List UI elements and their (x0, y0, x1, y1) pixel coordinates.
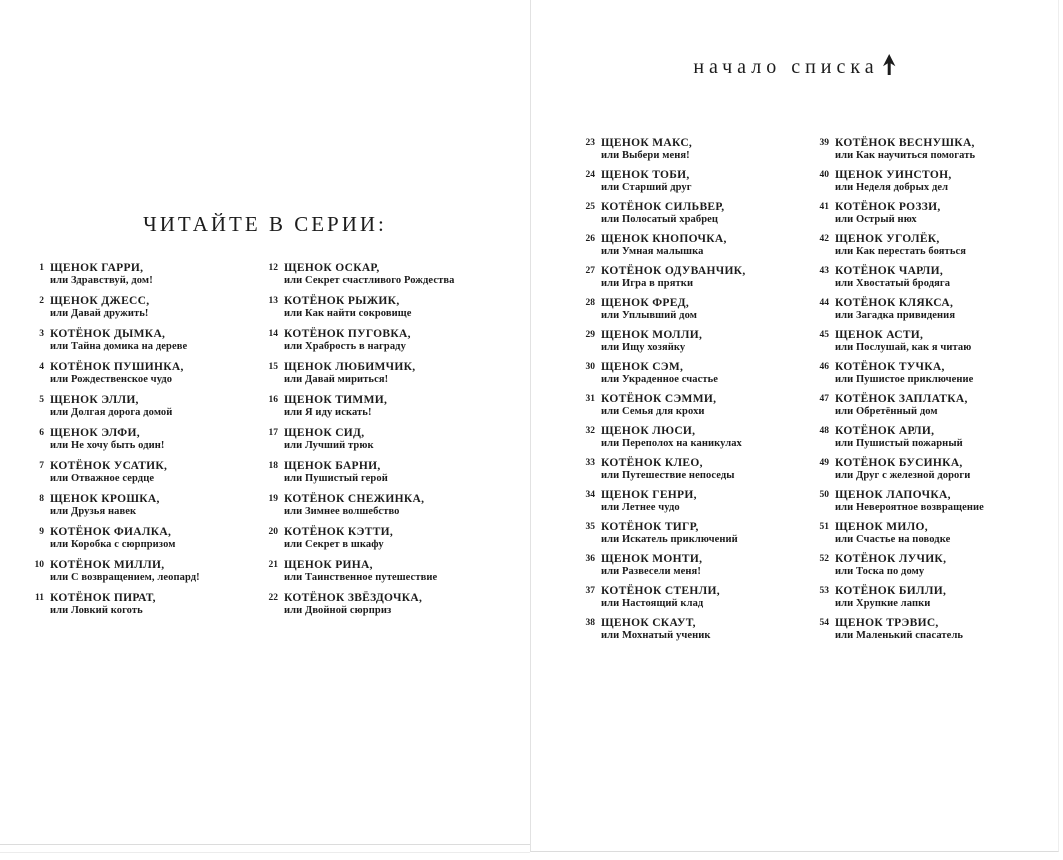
entry-subtitle: или Не хочу быть один! (50, 440, 165, 451)
entry-number: 48 (819, 426, 829, 436)
entry-subtitle: или Семья для крохи (601, 406, 705, 417)
entry-number: 31 (585, 394, 595, 404)
right-page-columns (531, 137, 1058, 649)
left-page-columns (0, 262, 530, 625)
entry-subtitle: или Выбери меня! (601, 150, 690, 161)
entry-subtitle: или Маленький спасатель (835, 630, 964, 641)
entry-text (835, 457, 1047, 482)
entry-number: 37 (585, 586, 595, 596)
series-entry (813, 329, 1047, 354)
entry-number: 36 (585, 554, 595, 564)
series-entry (813, 297, 1047, 322)
entry-subtitle: или Загадка привидения (835, 310, 956, 321)
entry-subtitle: или Лучший трюк (284, 440, 374, 451)
entry-title: КОТЁНОК ПУГОВКА, (284, 328, 411, 340)
entry-title: ЩЕНОК ТОБИ, (601, 169, 690, 181)
entry-title: КОТЁНОК АРЛИ, (835, 425, 935, 437)
entry-subtitle: или Храбрость в награду (284, 341, 406, 352)
entry-subtitle: или Летнее чудо (601, 502, 680, 513)
series-entry (813, 489, 1047, 514)
series-entry (579, 361, 813, 386)
entry-subtitle: или Украденное счастье (601, 374, 719, 385)
entry-number: 25 (585, 202, 595, 212)
entry-text (601, 585, 813, 610)
entry-subtitle: или Ищу хозяйку (601, 342, 686, 353)
entry-title: ЩЕНОК УИНСТОН, (835, 169, 952, 181)
entry-number: 30 (585, 362, 595, 372)
entry-subtitle: или Настоящий клад (601, 598, 704, 609)
entry-title: КОТЁНОК ПИРАТ, (50, 592, 156, 604)
entry-title: КОТЁНОК КЛЯКСА, (835, 297, 954, 309)
entry-subtitle: или Путешествие непоседы (601, 470, 735, 481)
entry-text (601, 169, 813, 194)
entry-text (835, 329, 1047, 354)
entry-title: ЩЕНОК ТРЭВИС, (835, 617, 939, 629)
entry-text (601, 361, 813, 386)
entry-number: 41 (819, 202, 829, 212)
entry-number: 19 (268, 494, 278, 504)
entry-text (284, 394, 496, 419)
entry-subtitle: или Развесели меня! (601, 566, 701, 577)
entry-text (50, 559, 262, 584)
entry-title: ЩЕНОК СИД, (284, 427, 365, 439)
entry-number: 34 (585, 490, 595, 500)
entry-title: ЩЕНОК ЛАПОЧКА, (835, 489, 951, 501)
series-entry (28, 493, 262, 518)
entry-text (284, 460, 496, 485)
series-entry (579, 329, 813, 354)
entry-subtitle: или Счастье на поводке (835, 534, 951, 545)
entry-title: КОТЁНОК ПУШИНКА, (50, 361, 184, 373)
entry-title: ЩЕНОК ТИММИ, (284, 394, 388, 406)
entry-text (50, 394, 262, 419)
entry-title: КОТЁНОК ДЫМКА, (50, 328, 166, 340)
entry-text (601, 617, 813, 642)
series-entry (579, 201, 813, 226)
entry-number: 12 (268, 263, 278, 273)
entry-text (284, 592, 496, 617)
entry-title: ЩЕНОК ЛЮСИ, (601, 425, 696, 437)
entry-text (284, 559, 496, 584)
entry-title: КОТЁНОК ЗВЁЗДОЧКА, (284, 592, 423, 604)
entry-title: КОТЁНОК ТИГР, (601, 521, 699, 533)
entry-title: КОТЁНОК БУСИНКА, (835, 457, 963, 469)
entry-number: 51 (819, 522, 829, 532)
entry-number: 18 (268, 461, 278, 471)
series-entry (813, 265, 1047, 290)
entry-text (284, 427, 496, 452)
entry-text (601, 457, 813, 482)
entry-subtitle: или Хвостатый бродяга (835, 278, 951, 289)
entry-title: КОТЁНОК СИЛЬВЕР, (601, 201, 725, 213)
series-title: ЧИТАЙТЕ В СЕРИИ: (143, 212, 387, 236)
entry-number: 27 (585, 266, 595, 276)
entry-title: ЩЕНОК ОСКАР, (284, 262, 380, 274)
entry-number: 4 (39, 362, 44, 372)
series-entry (28, 262, 262, 287)
entry-subtitle: или Коробка с сюрпризом (50, 539, 176, 550)
entry-text (601, 329, 813, 354)
series-entry (262, 328, 496, 353)
entry-number: 20 (268, 527, 278, 537)
entry-text (835, 297, 1047, 322)
entry-text (601, 265, 813, 290)
entry-number: 46 (819, 362, 829, 372)
entry-text (601, 201, 813, 226)
entry-title: ЩЕНОК ДЖЕСС, (50, 295, 150, 307)
entry-number: 1 (39, 263, 44, 273)
entry-subtitle: или Невероятное возвращение (835, 502, 984, 513)
series-entry (262, 592, 496, 617)
series-column-4 (813, 137, 1047, 649)
series-entry (28, 427, 262, 452)
entry-text (835, 617, 1047, 642)
entry-text (835, 425, 1047, 450)
entry-text (601, 297, 813, 322)
series-entry (262, 493, 496, 518)
series-column-1 (28, 262, 262, 625)
entry-text (835, 393, 1047, 418)
entry-subtitle: или Неделя добрых дел (835, 182, 949, 193)
entry-number: 21 (268, 560, 278, 570)
entry-number: 17 (268, 428, 278, 438)
entry-title: ЩЕНОК МОЛЛИ, (601, 329, 703, 341)
entry-subtitle: или Секрет в шкафу (284, 539, 384, 550)
series-entry (262, 361, 496, 386)
series-entry (28, 295, 262, 320)
series-entry (579, 137, 813, 162)
entry-number: 32 (585, 426, 595, 436)
entry-title: КОТЁНОК ФИАЛКА, (50, 526, 172, 538)
entry-number: 33 (585, 458, 595, 468)
series-entry (579, 457, 813, 482)
entry-subtitle: или Искатель приключений (601, 534, 738, 545)
entry-number: 44 (819, 298, 829, 308)
entry-title: КОТЁНОК РЫЖИК, (284, 295, 400, 307)
entry-text (835, 585, 1047, 610)
series-entry (262, 427, 496, 452)
entry-subtitle: или Как найти сокровище (284, 308, 412, 319)
entry-number: 10 (34, 560, 44, 570)
entry-subtitle: или Двойной сюрприз (284, 605, 392, 616)
series-entry (813, 617, 1047, 642)
entry-subtitle: или Отважное сердце (50, 473, 155, 484)
entry-title: ЩЕНОК МИЛО, (835, 521, 928, 533)
entry-number: 6 (39, 428, 44, 438)
series-entry (813, 553, 1047, 578)
entry-subtitle: или Ловкий коготь (50, 605, 143, 616)
series-entry (813, 425, 1047, 450)
entry-title: КОТЁНОК РОЗЗИ, (835, 201, 941, 213)
entry-text (50, 460, 262, 485)
series-entry (813, 457, 1047, 482)
entry-title: КОТЁНОК УСАТИК, (50, 460, 168, 472)
entry-text (835, 361, 1047, 386)
series-entry (579, 521, 813, 546)
series-entry (579, 233, 813, 258)
entry-title: ЩЕНОК СЭМ, (601, 361, 684, 373)
entry-subtitle: или Как научиться помогать (835, 150, 976, 161)
entry-text (50, 592, 262, 617)
entry-subtitle: или Здравствуй, дом! (50, 275, 153, 286)
entry-title: ЩЕНОК МАКС, (601, 137, 693, 149)
entry-number: 43 (819, 266, 829, 276)
entry-text (835, 137, 1047, 162)
entry-text (835, 201, 1047, 226)
entry-number: 40 (819, 170, 829, 180)
entry-number: 5 (39, 395, 44, 405)
entry-subtitle: или Друг с железной дороги (835, 470, 971, 481)
entry-subtitle: или Хрупкие лапки (835, 598, 931, 609)
entry-number: 45 (819, 330, 829, 340)
entry-number: 39 (819, 138, 829, 148)
entry-number: 29 (585, 330, 595, 340)
entry-subtitle: или Пушистый пожарный (835, 438, 963, 449)
series-entry (579, 393, 813, 418)
series-entry (579, 617, 813, 642)
entry-title: ЩЕНОК МОНТИ, (601, 553, 703, 565)
series-entry (28, 328, 262, 353)
entry-subtitle: или Тоска по дому (835, 566, 925, 577)
series-entry (262, 262, 496, 287)
entry-subtitle: или Рождественское чудо (50, 374, 173, 385)
entry-number: 47 (819, 394, 829, 404)
entry-number: 50 (819, 490, 829, 500)
entry-subtitle: или Как перестать бояться (835, 246, 967, 257)
entry-title: КОТЁНОК ВЕСНУШКА, (835, 137, 975, 149)
entry-text (284, 493, 496, 518)
entry-title: ЩЕНОК БАРНИ, (284, 460, 381, 472)
entry-text (284, 361, 496, 386)
entry-text (50, 328, 262, 353)
entry-subtitle: или Старший друг (601, 182, 692, 193)
entry-subtitle: или Полосатый храбрец (601, 214, 719, 225)
entry-text (835, 489, 1047, 514)
entry-title: ЩЕНОК ФРЕД, (601, 297, 690, 309)
entry-title: КОТЁНОК КЭТТИ, (284, 526, 394, 538)
right-page (530, 0, 1059, 852)
entry-title: ЩЕНОК КНОПОЧКА, (601, 233, 727, 245)
entry-subtitle: или Мохнатый ученик (601, 630, 711, 641)
entry-text (835, 233, 1047, 258)
entry-subtitle: или Давай мириться! (284, 374, 389, 385)
entry-text (601, 489, 813, 514)
entry-number: 22 (268, 593, 278, 603)
series-column-3 (579, 137, 813, 649)
entry-text (284, 328, 496, 353)
entry-title: КОТЁНОК ЗАПЛАТКА, (835, 393, 968, 405)
series-entry (813, 393, 1047, 418)
entry-number: 7 (39, 461, 44, 471)
entry-title: КОТЁНОК СТЕНЛИ, (601, 585, 720, 597)
entry-text (601, 553, 813, 578)
entry-text (601, 425, 813, 450)
entry-subtitle: или Послушай, как я читаю (835, 342, 972, 353)
entry-number: 24 (585, 170, 595, 180)
entry-title: КОТЁНОК СЭММИ, (601, 393, 717, 405)
series-entry (28, 526, 262, 551)
left-page (0, 0, 530, 845)
series-entry (579, 265, 813, 290)
series-entry (262, 295, 496, 320)
entry-number: 23 (585, 138, 595, 148)
series-entry (813, 201, 1047, 226)
list-start-label: начало списка (693, 56, 879, 78)
series-column-2 (262, 262, 496, 625)
entry-text (284, 526, 496, 551)
series-entry (28, 394, 262, 419)
entry-subtitle: или Долгая дорога домой (50, 407, 173, 418)
series-entry (813, 137, 1047, 162)
entry-text (50, 262, 262, 287)
entry-subtitle: или Тайна домика на дереве (50, 341, 188, 352)
entry-text (50, 427, 262, 452)
entry-number: 54 (819, 618, 829, 628)
entry-text (50, 526, 262, 551)
series-entry (579, 169, 813, 194)
series-entry (28, 592, 262, 617)
entry-text (835, 265, 1047, 290)
entry-subtitle: или Игра в прятки (601, 278, 694, 289)
entry-text (835, 553, 1047, 578)
entry-subtitle: или Зимнее волшебство (284, 506, 400, 517)
entry-subtitle: или Переполох на каникулах (601, 438, 742, 449)
entry-number: 53 (819, 586, 829, 596)
up-arrow-icon (883, 54, 896, 75)
entry-title: КОТЁНОК МИЛЛИ, (50, 559, 165, 571)
entry-number: 35 (585, 522, 595, 532)
series-entry (579, 425, 813, 450)
entry-title: КОТЁНОК ЛУЧИК, (835, 553, 947, 565)
entry-title: ЩЕНОК УГОЛЁК, (835, 233, 940, 245)
series-entry (813, 361, 1047, 386)
entry-title: КОТЁНОК ЧАРЛИ, (835, 265, 944, 277)
list-start-header (531, 54, 1058, 80)
entry-text (50, 295, 262, 320)
entry-number: 16 (268, 395, 278, 405)
entry-number: 26 (585, 234, 595, 244)
entry-text (50, 493, 262, 518)
entry-subtitle: или Друзья навек (50, 506, 137, 517)
series-entry (262, 526, 496, 551)
entry-number: 13 (268, 296, 278, 306)
entry-title: КОТЁНОК БИЛЛИ, (835, 585, 947, 597)
series-entry (579, 297, 813, 322)
series-entry (579, 553, 813, 578)
entry-number: 11 (35, 593, 44, 603)
entry-title: ЩЕНОК РИНА, (284, 559, 373, 571)
series-entry (28, 460, 262, 485)
entry-subtitle: или Давай дружить! (50, 308, 149, 319)
entry-number: 49 (819, 458, 829, 468)
entry-subtitle: или Я иду искать! (284, 407, 372, 418)
series-entry (813, 521, 1047, 546)
series-entry (262, 394, 496, 419)
entry-text (601, 393, 813, 418)
entry-text (601, 521, 813, 546)
series-entry (813, 233, 1047, 258)
entry-text (601, 137, 813, 162)
entry-title: КОТЁНОК ОДУВАНЧИК, (601, 265, 746, 277)
entry-text (50, 361, 262, 386)
entry-title: КОТЁНОК КЛЕО, (601, 457, 703, 469)
entry-subtitle: или Острый нюх (835, 214, 917, 225)
series-entry (28, 361, 262, 386)
entry-number: 28 (585, 298, 595, 308)
entry-subtitle: или С возвращением, леопард! (50, 572, 200, 583)
entry-title: КОТЁНОК СНЕЖИНКА, (284, 493, 425, 505)
entry-number: 9 (39, 527, 44, 537)
entry-title: ЩЕНОК ЭЛЛИ, (50, 394, 139, 406)
entry-subtitle: или Таинственное путешествие (284, 572, 438, 583)
series-entry (262, 460, 496, 485)
entry-subtitle: или Пушистое приключение (835, 374, 974, 385)
series-entry (262, 559, 496, 584)
entry-subtitle: или Обретённый дом (835, 406, 938, 417)
series-entry (813, 585, 1047, 610)
entry-title: КОТЁНОК ТУЧКА, (835, 361, 945, 373)
entry-text (284, 262, 496, 287)
entry-subtitle: или Пушистый герой (284, 473, 388, 484)
entry-title: ЩЕНОК ЛЮБИМЧИК, (284, 361, 416, 373)
entry-number: 3 (39, 329, 44, 339)
entry-number: 15 (268, 362, 278, 372)
entry-text (284, 295, 496, 320)
entry-title: ЩЕНОК ГАРРИ, (50, 262, 144, 274)
entry-number: 2 (39, 296, 44, 306)
series-entry (28, 559, 262, 584)
entry-number: 8 (39, 494, 44, 504)
entry-title: ЩЕНОК КРОШКА, (50, 493, 160, 505)
series-entry (813, 169, 1047, 194)
entry-title: ЩЕНОК ЭЛФИ, (50, 427, 140, 439)
entry-title: ЩЕНОК АСТИ, (835, 329, 924, 341)
entry-title: ЩЕНОК ГЕНРИ, (601, 489, 697, 501)
entry-title: ЩЕНОК СКАУТ, (601, 617, 696, 629)
entry-number: 42 (819, 234, 829, 244)
series-entry (579, 489, 813, 514)
entry-text (601, 233, 813, 258)
entry-number: 14 (268, 329, 278, 339)
entry-number: 52 (819, 554, 829, 564)
entry-number: 38 (585, 618, 595, 628)
entry-text (835, 521, 1047, 546)
entry-subtitle: или Умная малышка (601, 246, 704, 257)
series-entry (579, 585, 813, 610)
entry-text (835, 169, 1047, 194)
entry-subtitle: или Уплывший дом (601, 310, 697, 321)
entry-subtitle: или Секрет счастливого Рождества (284, 275, 455, 286)
